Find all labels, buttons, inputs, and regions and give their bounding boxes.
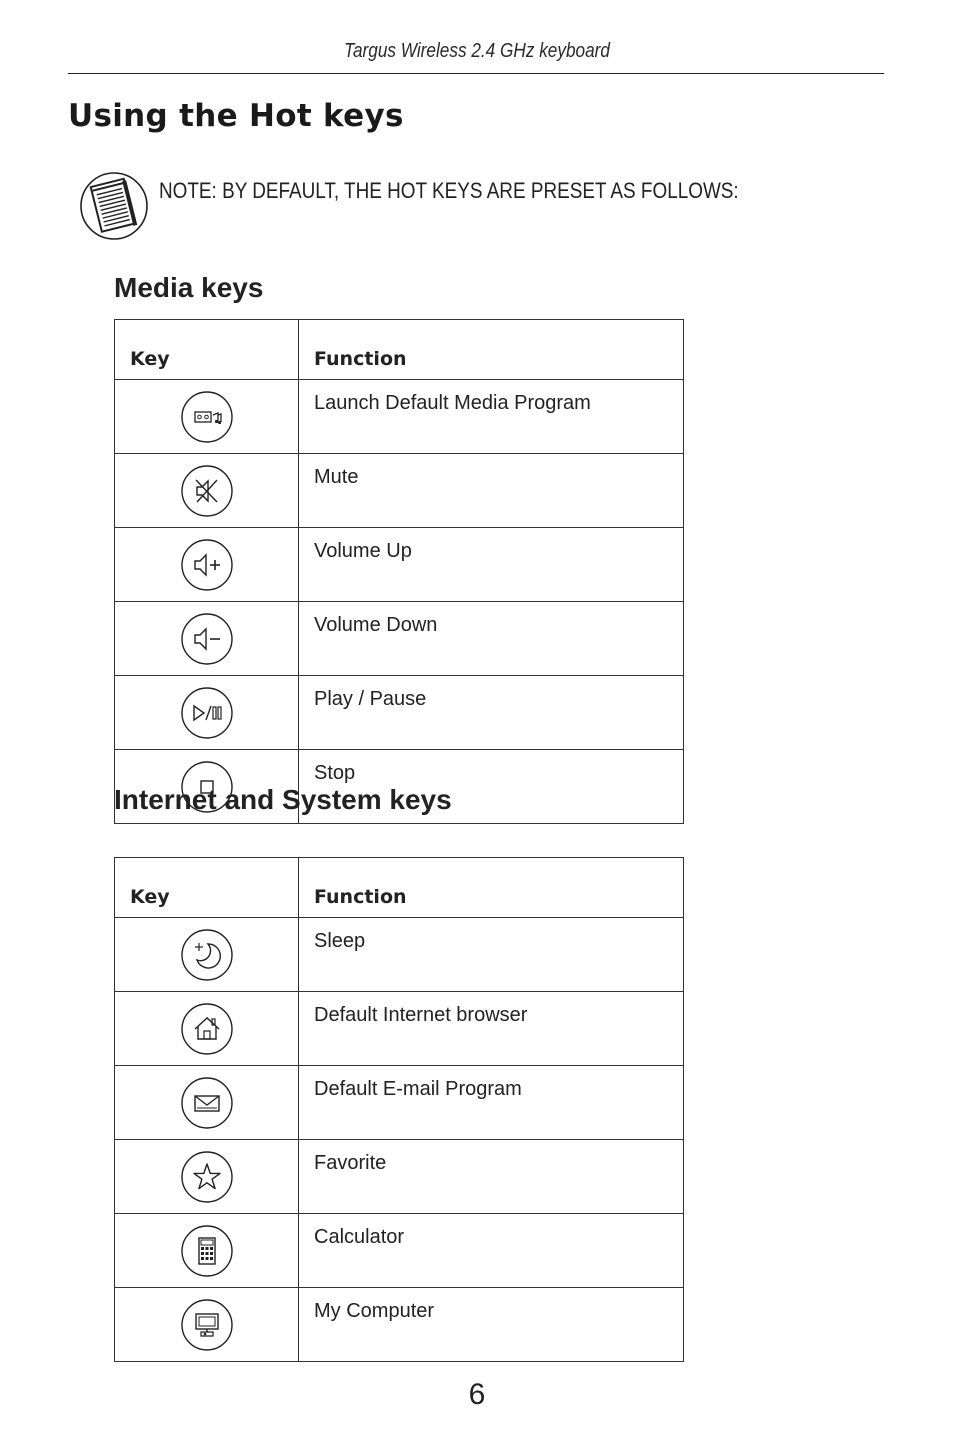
function-cell: Default Internet browser <box>299 992 684 1066</box>
table-row <box>115 528 684 602</box>
media-keys-table <box>114 319 684 824</box>
calculator-icon <box>181 1225 233 1277</box>
notepad-icon <box>79 171 149 241</box>
table-header-row <box>115 858 684 918</box>
key-cell <box>115 528 299 602</box>
function-cell: Calculator <box>299 1214 684 1288</box>
envelope-icon <box>181 1077 233 1129</box>
key-cell <box>115 1214 299 1288</box>
key-cell <box>115 1066 299 1140</box>
table-row <box>115 454 684 528</box>
volume-down-icon <box>181 613 233 665</box>
column-header-function: Function <box>299 320 684 380</box>
function-cell: Favorite <box>299 1140 684 1214</box>
key-cell <box>115 380 299 454</box>
mute-icon <box>181 465 233 517</box>
volume-up-icon <box>181 539 233 591</box>
key-cell <box>115 918 299 992</box>
function-cell: My Computer <box>299 1288 684 1362</box>
column-header-function: Function <box>299 858 684 918</box>
media-keys-title: Media keys <box>114 272 264 303</box>
function-cell: Sleep <box>299 918 684 992</box>
star-icon <box>181 1151 233 1203</box>
table-header-row <box>115 320 684 380</box>
table-row <box>115 918 684 992</box>
page-title: Using the Hot keys <box>68 98 404 134</box>
page-number: 6 <box>468 1378 486 1411</box>
table-row <box>115 1214 684 1288</box>
function-cell: Stop <box>299 750 684 824</box>
table-row <box>115 1066 684 1140</box>
function-cell: Volume Down <box>299 602 684 676</box>
key-cell <box>115 1140 299 1214</box>
table-row <box>115 1140 684 1214</box>
function-cell: Play / Pause <box>299 676 684 750</box>
function-cell: Volume Up <box>299 528 684 602</box>
play-pause-icon <box>181 687 233 739</box>
table-row <box>115 380 684 454</box>
table-row <box>115 992 684 1066</box>
home-icon <box>181 1003 233 1055</box>
column-header-key: Key <box>115 858 299 918</box>
running-header: Targus Wireless 2.4 GHz keyboard <box>344 40 610 62</box>
key-cell <box>115 1288 299 1362</box>
internet-keys-table <box>114 857 684 1362</box>
header-rule <box>68 73 884 74</box>
function-cell: Launch Default Media Program <box>299 380 684 454</box>
table-row <box>115 676 684 750</box>
column-header-key: Key <box>115 320 299 380</box>
function-cell: Default E-mail Program <box>299 1066 684 1140</box>
function-cell: Mute <box>299 454 684 528</box>
internet-keys-title: Internet and System keys <box>114 784 452 815</box>
sleep-moon-icon <box>181 929 233 981</box>
key-cell <box>115 676 299 750</box>
key-cell <box>115 454 299 528</box>
key-cell <box>115 992 299 1066</box>
key-cell <box>115 602 299 676</box>
note-text: NOTE: BY DEFAULT, THE HOT KEYS ARE PRESET AS FOLLOWS: <box>159 178 739 203</box>
table-row <box>115 1288 684 1362</box>
table-row <box>115 602 684 676</box>
media-player-icon <box>181 391 233 443</box>
my-computer-icon <box>181 1299 233 1351</box>
